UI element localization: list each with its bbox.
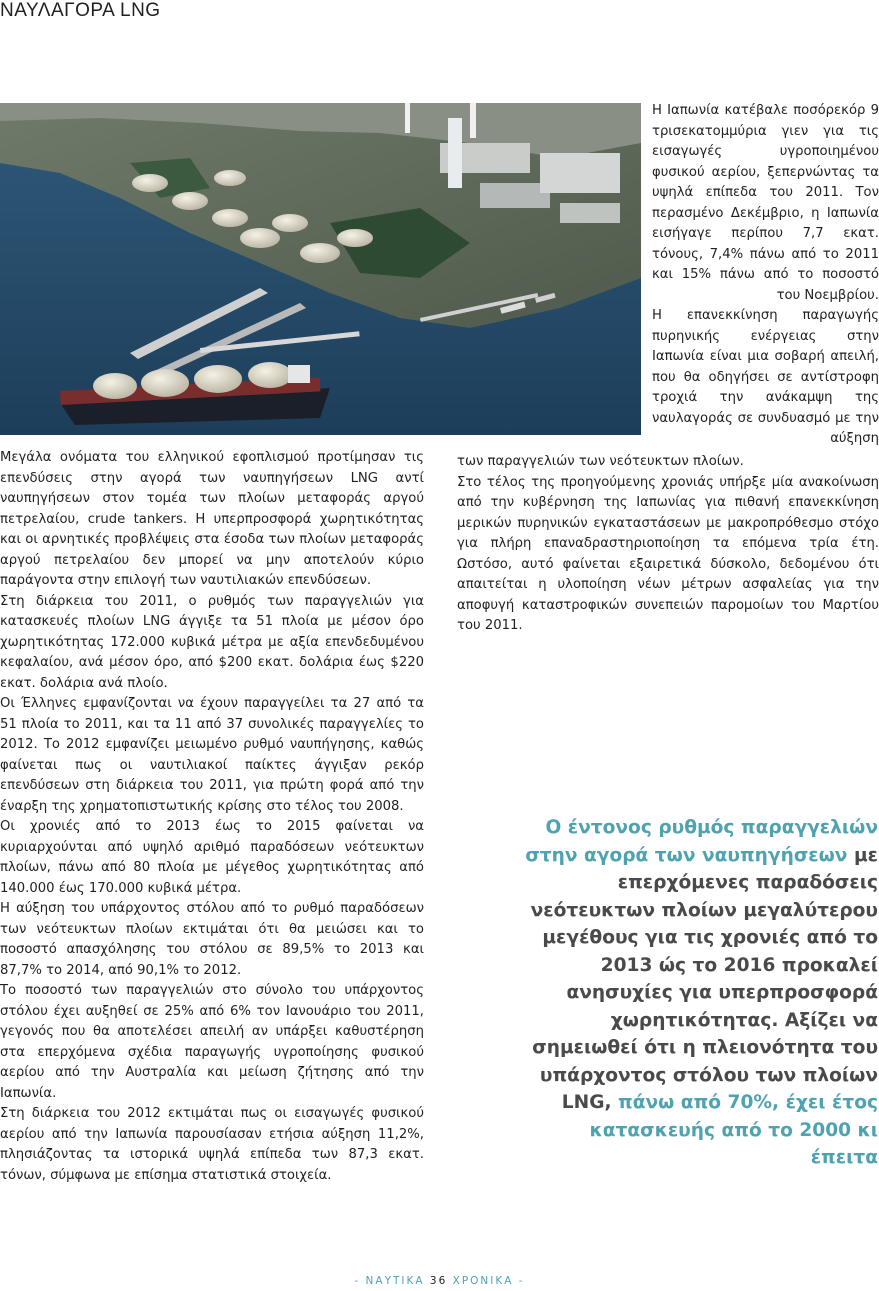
paragraph: των παραγγελιών των νεότευκτων πλοίων. bbox=[457, 454, 744, 469]
section-title: ΝΑΥΛΑΓΟΡΑ LNG bbox=[0, 0, 161, 21]
lng-terminal-photo bbox=[0, 103, 641, 435]
paragraph: Το ποσοστό των παραγγελιών στο σύνολο του υπάρχοντος στόλου έχει αυξηθεί σε 25% από 6% τον Ιανουάριο του 2011, γεγονός που θα αποτελέσει απειλή αν υπάρξει καθυστέρηση στα επερχόμενα σχέδια παραγωγής υγροποίησης φυσικού αερίου από την Αυστραλία και μείωση ζήτησης από την Ιαπωνία. bbox=[0, 983, 424, 1101]
pull-quote-accent-end: πάνω από 70%, έχει έτος κατασκευής από το 2000 κι έπειτα bbox=[589, 1092, 878, 1168]
left-column bbox=[0, 448, 424, 1186]
footer-left: - ΝΑΥΤΙΚΑ bbox=[354, 1275, 430, 1287]
paragraph: Στο τέλος της προηγούμενης χρονιάς υπήρξε μία ανακοίνωση από την κυβέρνηση της Ιαπωνίας για πιθανή επανεκκίνηση μερικών πυρηνικών εγκαταστάσεων με μακροπρόθεσμο στόχο για πλήρη επαναδραστηριοποίηση τα επόμενα τρία έτη. Ωστόσο, αυτό φαίνεται εξαιρετικά δύσκολο, δεδομένου ότι απαιτείται η υλοποίηση νέων μέτρων ασφαλείας για την αποφυγή καταστροφικών συνεπειών παρομοίων του Μαρτίου του 2011. bbox=[457, 474, 879, 633]
page-footer bbox=[0, 1275, 879, 1287]
lng-terminal-aerial-photo bbox=[0, 103, 641, 435]
pull-quote-middle: με επερχόμενες παραδόσεις νεότευκτων πλοίων μεγαλύτερου μεγέθους για τις χρονιές από το 2013 ώς το 2016 προκαλεί ανησυχίες για υπερπροσφορά χωρητικότητας. Αξίζει να σημειωθεί ότι η πλειονότητα του υπάρχοντος στόλου των πλοίων LNG, bbox=[530, 844, 878, 1113]
paragraph: Στη διάρκεια του 2012 εκτιμάται πως οι εισαγωγές φυσικού αερίου από την Ιαπωνία παρουσίασαν ετήσια αύξηση 11,2%, πλησιάζοντας τα ιστορικά υψηλά επίπεδα των 87,3 εκατ. τόνων, σύμφωνα με επίσημα στατιστικά στοιχεία. bbox=[0, 1106, 424, 1183]
pull-quote-accent-start: Ο έντονος ρυθμός παραγγελιών στην αγορά των ναυπηγήσεων bbox=[525, 817, 878, 866]
paragraph: Στη διάρκεια του 2011, ο ρυθμός των παραγγελιών για κατασκευές πλοίων LNG άγγιξε τα 51 πλοία με μέσον όρο χωρητικότητας 172.000 κυβικά μέτρα με αξία επενδεδυμένου κεφαλαίου, ανά μέσον όρο, από $200 εκατ. δολάρια έως $220 εκατ. δολάρια ανά πλοίο. bbox=[0, 593, 424, 691]
right-main-column bbox=[457, 452, 879, 637]
pull-quote bbox=[520, 814, 878, 1172]
paragraph: Η Ιαπωνία κατέβαλε ποσόρεκόρ 9 τρισεκατομμύρια γιεν για τις εισαγωγές υγροποιημένου φυσικού αερίου, ξεπερνώντας τα υψηλά επίπεδα του 2011. Τον περασμένο Δεκέμβριο, η Ιαπωνία εισήγαγε περίπου 7,7 εκατ. τόνους, 7,4% πάνω από το 2011 και 15% πάνω από το ποσοστό του Νοεμβρίου. bbox=[652, 103, 879, 303]
footer-right: ΧΡΟΝΙΚΑ - bbox=[447, 1275, 525, 1287]
paragraph: Οι χρονιές από το 2013 έως το 2015 φαίνεται να κυριαρχούνται από υψηλό αριθμό παραδόσεων νεότευκτων πλοίων, πάνω από 80 πλοία με μέγεθος χωρητικότητας από 140.000 έως 170.000 κυβικά μέτρα. bbox=[0, 819, 424, 896]
paragraph: Οι Έλληνες εμφανίζονται να έχουν παραγγείλει τα 27 από τα 51 πλοία το 2011, και τα 11 από 37 συνολικές παραγγελίες το 2012. Το 2012 εμφανίζει μειωμένο ρυθμό ναυπήγησης, καθώς φαίνεται πως οι ναυτιλιακοί παίκτες άγγιξαν ρεκόρ επενδύσεων στη διάρκεια του 2011, για πρώτη φορά από την έναρξη της χρηματοπιστωτικής κρίσης στο τέλος του 2008. bbox=[0, 696, 424, 814]
paragraph: Μεγάλα ονόματα του ελληνικού εφοπλισμού προτίμησαν τις επενδύσεις στην αγορά των ναυπηγήσεων LNG αντί ναυπηγήσεων στον τομέα των πλοίων μεταφοράς αργού πετρελαίου, crude tankers. Η υπερπροσφορά χωρητικότητας και οι αρνητικές προβλέψεις στα έσοδα των πλοίων μεταφοράς αργού πετρελαίου δεν μπορεί να μην αποτελούν κύριο παράγοντα στην επιλογή των ναυτιλιακών επενδύσεων. bbox=[0, 450, 424, 588]
page-number: 36 bbox=[429, 1275, 448, 1287]
paragraph: Η αύξηση του υπάρχοντος στόλου από το ρυθμό παραδόσεων των νεότευκτων πλοίων εκτιμάται ότι θα μειώσει και το ποσοστό απασχόλησης του στόλου σε 89,5% το 2013 και 87,7% το 2014, από 90,1% το 2012. bbox=[0, 901, 424, 978]
paragraph: Η επανεκκίνηση παραγωγής πυρηνικής ενέργειας στην Ιαπωνία είναι μια σοβαρή απειλή, που θα οδηγήσει σε αντίστροφη τροχιά την ανάκαμψη της ναυλαγοράς σε συνδυασμό με την αύξηση bbox=[652, 308, 879, 446]
right-top-column bbox=[652, 101, 879, 450]
